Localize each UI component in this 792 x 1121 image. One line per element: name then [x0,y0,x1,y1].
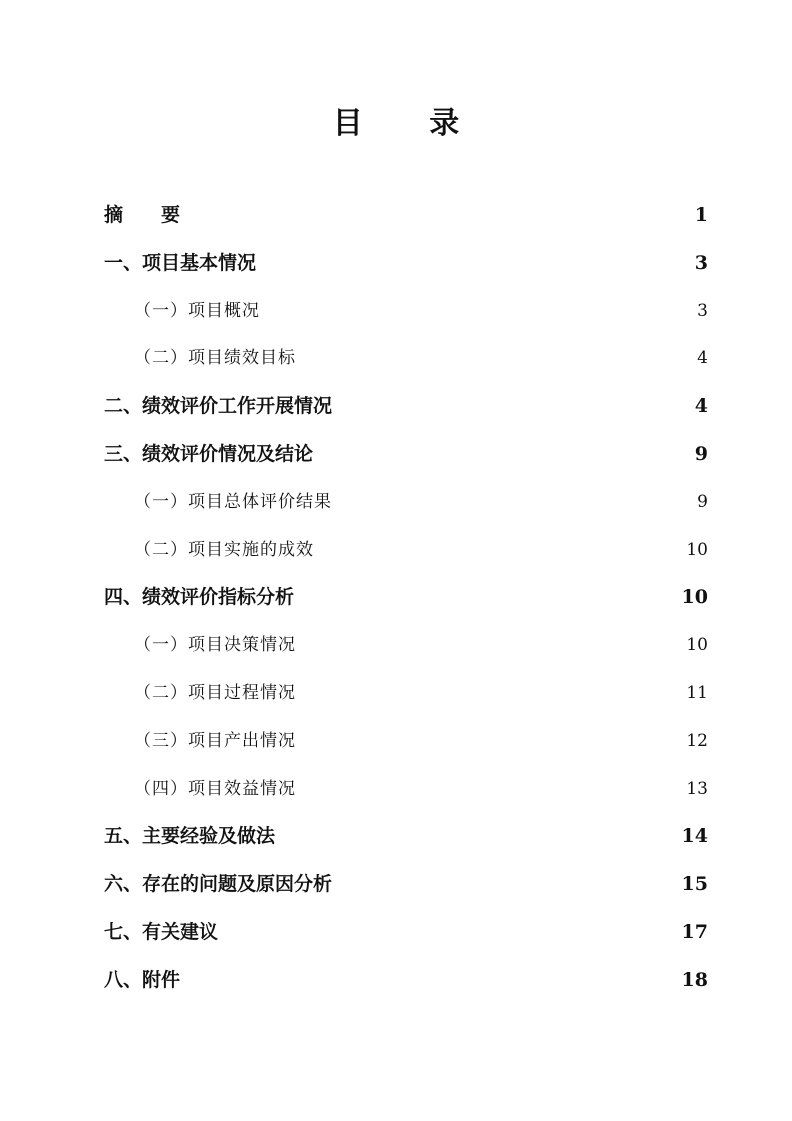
toc-subsection-entry [134,726,708,756]
toc-page-number: 4 [694,395,708,418]
toc-page-number: 12 [686,730,708,751]
toc-page-number: 17 [681,921,708,943]
toc-page-number: 3 [697,300,708,321]
toc-dot-leader [220,925,680,947]
toc-dot-leader [304,686,684,708]
toc-dot-leader [334,877,680,899]
toc-dot-leader [304,782,684,804]
toc-dot-leader [182,973,680,995]
toc-entry-label: （一）项目总体评价结果 [134,491,332,512]
toc-section-entry [104,582,708,612]
toc-dot-leader [304,638,684,660]
toc-entry-label: （四）项目效益情况 [134,778,303,799]
toc-section-entry [104,917,708,947]
toc-page-number: 10 [686,539,708,560]
toc-subsection-entry [134,678,708,708]
toc-page-number: 13 [686,778,708,799]
toc-dot-leader [262,304,695,326]
toc-dot-leader [298,351,695,373]
toc-entry-label: （三）项目产出情况 [134,730,303,751]
toc-entry-label: （一）项目概况 [134,300,260,321]
toc-page-number: 15 [681,873,708,896]
toc-page-number: 10 [686,635,708,656]
toc-page-number: 10 [681,586,708,609]
toc-entry-label: 八、附件 [104,968,181,991]
toc-entry-label: 一、项目基本情况 [104,251,257,274]
toc-page-number: 9 [697,491,708,512]
toc-entry-label: 摘 要 [104,204,181,226]
toc-section-entry [104,965,708,995]
toc-dot-leader [296,590,680,612]
toc-section-entry [104,200,708,230]
toc-section-entry [104,821,708,851]
toc-subsection-entry [134,630,708,660]
toc-subsection-entry [134,487,708,517]
toc-dot-leader [304,734,684,756]
toc-subsection-entry [134,774,708,804]
toc-dot-leader [334,399,693,421]
toc-entry-label: 四、绩效评价指标分析 [104,586,295,609]
toc-entry-label: （二）项目实施的成效 [134,539,321,560]
toc-page-number: 1 [694,204,708,226]
toc-entry-label: 七、有关建议 [104,921,219,943]
toc-subsection-entry [134,535,708,565]
toc-page-number: 18 [681,968,708,991]
toc-dot-leader [258,256,693,278]
toc-entry-label: 五、主要经验及做法 [104,825,276,848]
toc-entry-label: （一）项目决策情况 [134,635,303,656]
toc-subsection-entry [134,296,708,326]
toc-section-entry [104,248,708,278]
toc-dot-leader [322,543,684,565]
toc-entry-label: （二）项目绩效目标 [134,348,296,369]
toc-entry-label: 三、绩效评价情况及结论 [104,443,314,465]
toc-section-entry [104,439,708,469]
toc-page-number: 14 [681,825,708,848]
toc-dot-leader [182,208,693,230]
toc-page-number: 4 [697,348,708,369]
toc-page-number: 11 [686,683,708,703]
toc-page-number: 9 [694,443,708,465]
toc-entry-label: 六、存在的问题及原因分析 [104,873,333,896]
toc-section-entry [104,869,708,899]
toc-entry-label: （二）项目过程情况 [134,683,303,703]
toc-dot-leader [334,495,695,517]
toc-subsection-entry [134,343,708,373]
toc-entry-label: 二、绩效评价工作开展情况 [104,395,333,418]
toc-page-number: 3 [694,251,708,274]
toc-dot-leader [315,447,693,469]
toc-section-entry [104,391,708,421]
toc-dot-leader [277,829,680,851]
toc-title: 目 录 [332,106,488,141]
